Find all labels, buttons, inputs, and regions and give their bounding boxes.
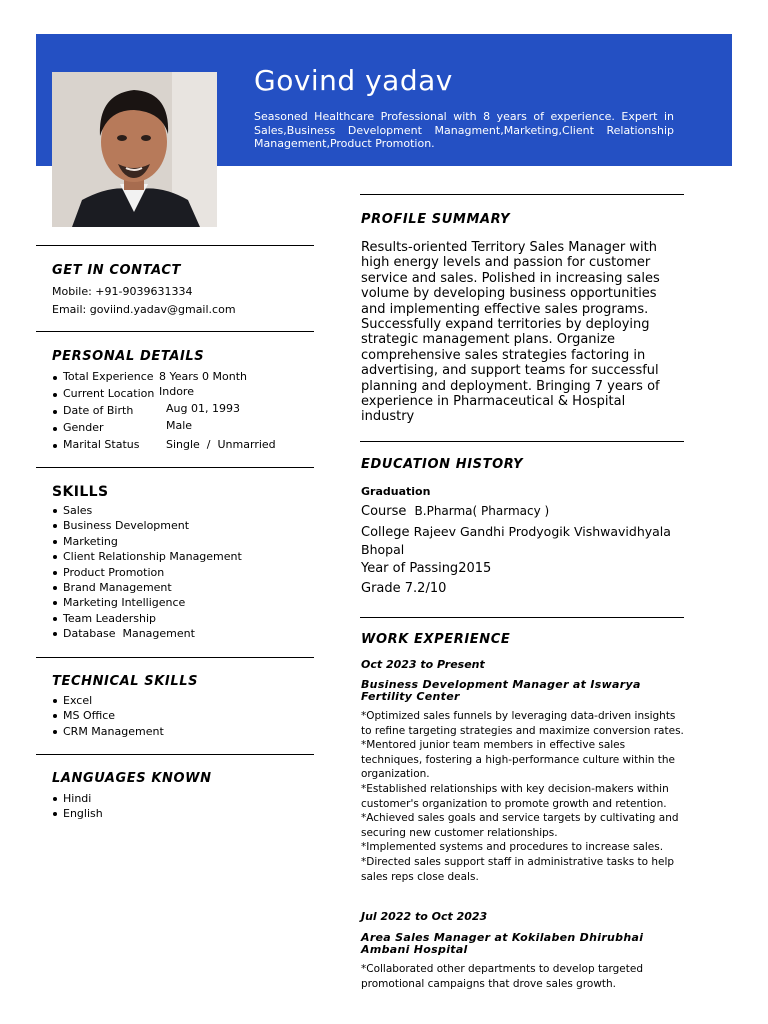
profile-photo bbox=[52, 72, 217, 227]
bullet bbox=[53, 410, 57, 414]
divider bbox=[36, 657, 314, 658]
divider bbox=[36, 245, 314, 246]
grade-label: Grade bbox=[361, 581, 401, 596]
contact-mobile: Mobile: +91-9039631334 bbox=[52, 285, 193, 298]
personal-value: Aug 01, 1993 bbox=[166, 402, 240, 415]
grade-value: 7.2/10 bbox=[404, 581, 447, 596]
profile-title: PROFILE SUMMARY bbox=[361, 212, 511, 227]
list-item: Brand Management bbox=[52, 580, 242, 595]
job-description: *Collaborated other departments to develop targeted promotional campaigns that drove sales growth. bbox=[361, 963, 644, 990]
education-college bbox=[361, 523, 679, 559]
divider bbox=[360, 617, 684, 618]
list-item: Hindi bbox=[52, 791, 103, 806]
personal-value: Indore bbox=[159, 385, 194, 398]
education-title: EDUCATION HISTORY bbox=[361, 457, 524, 472]
contact-title: GET IN CONTACT bbox=[52, 263, 181, 278]
personal-value: 8 Years 0 Month bbox=[159, 370, 247, 383]
education-heading: Graduation bbox=[361, 485, 431, 498]
list-item: Sales bbox=[52, 503, 242, 518]
education-grade bbox=[361, 580, 446, 597]
course-value: B.Pharma( Pharmacy ) bbox=[414, 504, 550, 518]
candidate-name: Govind yadav bbox=[254, 64, 453, 97]
contact-email: Email: goviind.yadav@gmail.com bbox=[52, 303, 236, 316]
tech-skills-title: TECHNICAL SKILLS bbox=[52, 674, 199, 689]
course-label: Course bbox=[361, 504, 407, 519]
list-item: Excel bbox=[52, 693, 164, 708]
year-value: 2015 bbox=[458, 561, 492, 576]
tech-skills-list bbox=[52, 693, 164, 739]
languages-list bbox=[52, 791, 103, 822]
personal-title: PERSONAL DETAILS bbox=[52, 349, 205, 364]
college-value: Rajeev Gandhi Prodyogik Vishwavidhyala Bhopal bbox=[361, 524, 671, 557]
job-role: Business Development Manager at Iswarya Fertility Center bbox=[361, 678, 641, 703]
year-label: Year of Passing bbox=[361, 561, 459, 576]
college-label: College bbox=[361, 525, 410, 540]
divider bbox=[36, 754, 314, 755]
personal-key: Date of Birth bbox=[63, 404, 134, 417]
bullet bbox=[53, 376, 57, 380]
list-item: Product Promotion bbox=[52, 565, 242, 580]
divider bbox=[36, 467, 314, 468]
education-year bbox=[361, 560, 491, 577]
bullet bbox=[53, 444, 57, 448]
list-item: Client Relationship Management bbox=[52, 549, 242, 564]
list-item: English bbox=[52, 806, 103, 821]
languages-title: LANGUAGES KNOWN bbox=[52, 771, 212, 786]
divider bbox=[360, 194, 684, 195]
job-date: Oct 2023 to Present bbox=[361, 658, 485, 671]
skills-list bbox=[52, 503, 242, 642]
skills-title: SKILLS bbox=[52, 484, 109, 500]
profile-summary: Results-oriented Territory Sales Manager with high energy levels and passion for customer service and sales. Polished in increasing sales volume by developing business opportunities and implementing effective sales programs. Successfully expand territories by deploying strategic management plans. Organize comprehensive sales strategies factoring in advertising, and support teams for successful planning and deployment. Bringing 7 years of experience in Pharmaceutical & Hospital industry bbox=[361, 240, 660, 425]
list-item: Marketing Intelligence bbox=[52, 595, 242, 610]
list-item: Team Leadership bbox=[52, 611, 242, 626]
portrait-image bbox=[52, 72, 217, 227]
job-date: Jul 2022 to Oct 2023 bbox=[361, 910, 488, 923]
personal-key: Gender bbox=[63, 421, 104, 434]
list-item: Database Management bbox=[52, 626, 242, 641]
list-item: MS Office bbox=[52, 708, 164, 723]
tagline: Seasoned Healthcare Professional with 8 years of experience. Expert in Sales,Business Development Managment,Marketing,Client Relationship Management,Product Promotion. bbox=[254, 110, 674, 150]
divider bbox=[360, 441, 684, 442]
list-item: CRM Management bbox=[52, 724, 164, 739]
personal-key: Marital Status bbox=[63, 438, 140, 451]
bullet bbox=[53, 427, 57, 431]
personal-key: Total Experience bbox=[63, 370, 154, 383]
personal-value: Male bbox=[166, 419, 193, 432]
education-course bbox=[361, 503, 549, 520]
work-title: WORK EXPERIENCE bbox=[361, 632, 511, 647]
divider bbox=[36, 331, 314, 332]
personal-key: Current Location bbox=[63, 387, 155, 400]
bullet bbox=[53, 393, 57, 397]
job-description: *Optimized sales funnels by leveraging data-driven insights to refine targeting strategies and maximize conversion rates. *Mentored junior team members in effective sales techniques, fostering a high-performance culture within the organization. *Established relationships with key decision-makers within customer's organization to promote growth and retention. *Achieved sales goals and service targets by cultivating and securing new customer relationships. *Implemented systems and procedures to increase sales. *Directed sales support staff in administrative tasks to help sales reps close deals. bbox=[361, 710, 684, 883]
job-role: Area Sales Manager at Kokilaben Dhirubhai Ambani Hospital bbox=[361, 931, 644, 956]
personal-value: Single / Unmarried bbox=[166, 438, 276, 451]
list-item: Business Development bbox=[52, 518, 242, 533]
list-item: Marketing bbox=[52, 534, 242, 549]
